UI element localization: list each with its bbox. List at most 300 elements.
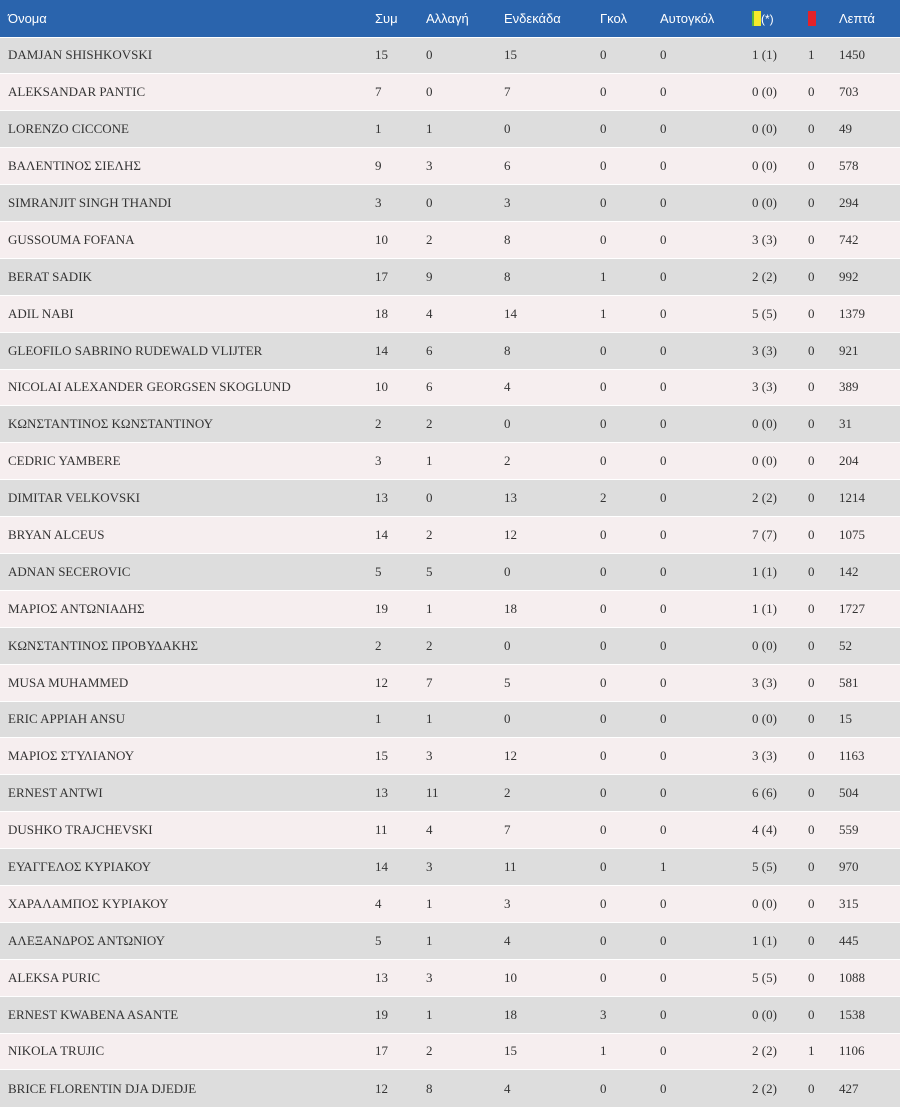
goals-cell: 0	[592, 148, 652, 185]
player-name[interactable]: DUSHKO TRAJCHEVSKI	[0, 812, 367, 849]
minutes-cell: 1538	[831, 996, 900, 1033]
goals-cell: 0	[592, 738, 652, 775]
yellow-cards-cell: 0 (0)	[744, 185, 800, 222]
appearances-cell: 3	[367, 185, 418, 222]
table-row	[0, 517, 900, 554]
minutes-cell: 970	[831, 849, 900, 886]
table-row	[0, 37, 900, 74]
player-name[interactable]: ΑΛΕΞΑΝΔΡΟΣ ΑΝΤΩΝΙΟΥ	[0, 922, 367, 959]
goals-cell: 0	[592, 443, 652, 480]
red-cards-cell: 0	[800, 885, 831, 922]
yellow-cards-cell: 0 (0)	[744, 74, 800, 111]
substitute-cell: 2	[418, 221, 496, 258]
player-name[interactable]: BRICE FLORENTIN DJA DJEDJE	[0, 1070, 367, 1107]
player-name[interactable]: ALEKSA PURIC	[0, 959, 367, 996]
yellow-cards-cell: 0 (0)	[744, 627, 800, 664]
substitute-cell: 1	[418, 590, 496, 627]
starts-cell: 2	[496, 443, 592, 480]
appearances-cell: 5	[367, 922, 418, 959]
goals-cell: 0	[592, 74, 652, 111]
starts-cell: 14	[496, 295, 592, 332]
player-name[interactable]: SIMRANJIT SINGH THANDI	[0, 185, 367, 222]
own-goals-cell: 0	[652, 517, 744, 554]
red-cards-cell: 0	[800, 332, 831, 369]
player-name[interactable]: ΚΩΝΣΤΑΝΤΙΝΟΣ ΠΡΟΒΥΔΑΚΗΣ	[0, 627, 367, 664]
minutes-cell: 427	[831, 1070, 900, 1107]
appearances-cell: 2	[367, 406, 418, 443]
starts-cell: 4	[496, 922, 592, 959]
appearances-cell: 10	[367, 221, 418, 258]
starts-cell: 15	[496, 37, 592, 74]
own-goals-cell: 0	[652, 148, 744, 185]
own-goals-cell: 0	[652, 885, 744, 922]
player-name[interactable]: ERNEST ANTWI	[0, 775, 367, 812]
appearances-cell: 10	[367, 369, 418, 406]
goals-cell: 0	[592, 332, 652, 369]
yellow-cards-cell: 2 (2)	[744, 1033, 800, 1070]
minutes-cell: 1088	[831, 959, 900, 996]
minutes-cell: 992	[831, 258, 900, 295]
yellow-cards-cell: 2 (2)	[744, 1070, 800, 1107]
goals-cell: 0	[592, 812, 652, 849]
minutes-cell: 445	[831, 922, 900, 959]
minutes-cell: 504	[831, 775, 900, 812]
substitute-cell: 6	[418, 369, 496, 406]
starts-cell: 0	[496, 111, 592, 148]
minutes-cell: 31	[831, 406, 900, 443]
player-name[interactable]: ΕΥΑΓΓΕΛΟΣ ΚΥΡΙΑΚΟΥ	[0, 849, 367, 886]
appearances-cell: 7	[367, 74, 418, 111]
table-row	[0, 258, 900, 295]
table-row	[0, 738, 900, 775]
appearances-cell: 19	[367, 590, 418, 627]
table-row	[0, 701, 900, 738]
own-goals-cell: 0	[652, 922, 744, 959]
player-name[interactable]: LORENZO CICCONE	[0, 111, 367, 148]
goals-cell: 0	[592, 775, 652, 812]
yellow-cards-cell: 1 (1)	[744, 37, 800, 74]
player-name[interactable]: ΜΑΡΙΟΣ ΑΝΤΩΝΙΑΔΗΣ	[0, 590, 367, 627]
starts-cell: 0	[496, 701, 592, 738]
appearances-cell: 12	[367, 664, 418, 701]
goals-cell: 0	[592, 221, 652, 258]
substitute-cell: 0	[418, 185, 496, 222]
starts-cell: 12	[496, 517, 592, 554]
own-goals-cell: 0	[652, 295, 744, 332]
minutes-cell: 49	[831, 111, 900, 148]
yellow-card-suffix: (*)	[761, 11, 774, 26]
red-cards-cell: 0	[800, 480, 831, 517]
yellow-cards-cell: 0 (0)	[744, 701, 800, 738]
own-goals-cell: 0	[652, 74, 744, 111]
red-cards-cell: 0	[800, 1070, 831, 1107]
own-goals-cell: 0	[652, 775, 744, 812]
yellow-cards-cell: 1 (1)	[744, 553, 800, 590]
yellow-cards-cell: 2 (2)	[744, 480, 800, 517]
appearances-cell: 14	[367, 849, 418, 886]
starts-cell: 12	[496, 738, 592, 775]
appearances-cell: 13	[367, 775, 418, 812]
table-row	[0, 885, 900, 922]
appearances-cell: 3	[367, 443, 418, 480]
own-goals-cell: 0	[652, 701, 744, 738]
red-cards-cell: 0	[800, 664, 831, 701]
starts-cell: 0	[496, 406, 592, 443]
substitute-cell: 1	[418, 885, 496, 922]
minutes-cell: 52	[831, 627, 900, 664]
starts-cell: 15	[496, 1033, 592, 1070]
player-name[interactable]: BRYAN ALCEUS	[0, 517, 367, 554]
red-cards-cell: 0	[800, 406, 831, 443]
yellow-cards-cell: 0 (0)	[744, 443, 800, 480]
appearances-cell: 9	[367, 148, 418, 185]
minutes-cell: 578	[831, 148, 900, 185]
starts-cell: 5	[496, 664, 592, 701]
substitute-cell: 1	[418, 922, 496, 959]
starts-cell: 0	[496, 627, 592, 664]
own-goals-cell: 0	[652, 627, 744, 664]
own-goals-cell: 0	[652, 37, 744, 74]
yellow-cards-cell: 1 (1)	[744, 922, 800, 959]
minutes-cell: 315	[831, 885, 900, 922]
red-cards-cell: 0	[800, 111, 831, 148]
substitute-cell: 3	[418, 148, 496, 185]
starts-cell: 7	[496, 74, 592, 111]
yellow-cards-cell: 0 (0)	[744, 885, 800, 922]
goals-cell: 0	[592, 664, 652, 701]
starts-cell: 18	[496, 996, 592, 1033]
table-row	[0, 922, 900, 959]
red-cards-cell: 0	[800, 443, 831, 480]
red-cards-cell: 0	[800, 221, 831, 258]
table-row	[0, 627, 900, 664]
own-goals-cell: 0	[652, 959, 744, 996]
yellow-cards-cell: 4 (4)	[744, 812, 800, 849]
red-cards-cell: 0	[800, 959, 831, 996]
table-row	[0, 996, 900, 1033]
appearances-cell: 19	[367, 996, 418, 1033]
player-name[interactable]: ΒΑΛΕΝΤΙΝΟΣ ΣΙΕΛΗΣ	[0, 148, 367, 185]
substitute-cell: 5	[418, 553, 496, 590]
appearances-cell: 1	[367, 111, 418, 148]
own-goals-cell: 0	[652, 738, 744, 775]
minutes-cell: 559	[831, 812, 900, 849]
substitute-cell: 1	[418, 443, 496, 480]
own-goals-cell: 0	[652, 480, 744, 517]
header-yellow-cards[interactable]	[744, 0, 800, 37]
yellow-cards-cell: 3 (3)	[744, 221, 800, 258]
yellow-cards-cell: 2 (2)	[744, 258, 800, 295]
substitute-cell: 1	[418, 701, 496, 738]
yellow-cards-cell: 6 (6)	[744, 775, 800, 812]
appearances-cell: 18	[367, 295, 418, 332]
minutes-cell: 703	[831, 74, 900, 111]
table-row	[0, 1070, 900, 1107]
own-goals-cell: 0	[652, 996, 744, 1033]
starts-cell: 4	[496, 369, 592, 406]
player-name[interactable]: BERAT SADIK	[0, 258, 367, 295]
appearances-cell: 17	[367, 258, 418, 295]
minutes-cell: 581	[831, 664, 900, 701]
table-row	[0, 590, 900, 627]
table-row	[0, 812, 900, 849]
yellow-card-icon	[752, 11, 761, 26]
appearances-cell: 12	[367, 1070, 418, 1107]
yellow-cards-cell: 3 (3)	[744, 738, 800, 775]
goals-cell: 0	[592, 517, 652, 554]
minutes-cell: 1379	[831, 295, 900, 332]
table-row	[0, 369, 900, 406]
red-cards-cell: 0	[800, 553, 831, 590]
red-cards-cell: 0	[800, 295, 831, 332]
own-goals-cell: 0	[652, 369, 744, 406]
red-cards-cell: 0	[800, 849, 831, 886]
header-own-goals[interactable]: Αυτογκόλ	[652, 0, 744, 37]
goals-cell: 0	[592, 1070, 652, 1107]
header-red-cards[interactable]	[800, 0, 831, 37]
substitute-cell: 2	[418, 406, 496, 443]
yellow-cards-cell: 0 (0)	[744, 111, 800, 148]
table-row	[0, 74, 900, 111]
substitute-cell: 3	[418, 849, 496, 886]
starts-cell: 18	[496, 590, 592, 627]
player-name[interactable]: DAMJAN SHISHKOVSKI	[0, 37, 367, 74]
starts-cell: 11	[496, 849, 592, 886]
appearances-cell: 13	[367, 480, 418, 517]
substitute-cell: 11	[418, 775, 496, 812]
red-cards-cell: 0	[800, 627, 831, 664]
goals-cell: 0	[592, 849, 652, 886]
header-starts[interactable]: Ενδεκάδα	[496, 0, 592, 37]
header-name[interactable]: Όνομα	[0, 0, 367, 37]
player-name[interactable]: ΧΑΡΑΛΑΜΠΟΣ ΚΥΡΙΑΚΟΥ	[0, 885, 367, 922]
appearances-cell: 1	[367, 701, 418, 738]
appearances-cell: 4	[367, 885, 418, 922]
goals-cell: 0	[592, 885, 652, 922]
player-name[interactable]: ΚΩΝΣΤΑΝΤΙΝΟΣ ΚΩΝΣΤΑΝΤΙΝΟΥ	[0, 406, 367, 443]
red-cards-cell: 0	[800, 148, 831, 185]
table-row	[0, 185, 900, 222]
starts-cell: 2	[496, 775, 592, 812]
substitute-cell: 7	[418, 664, 496, 701]
player-name[interactable]: NIKOLA TRUJIC	[0, 1033, 367, 1070]
substitute-cell: 4	[418, 812, 496, 849]
starts-cell: 7	[496, 812, 592, 849]
substitute-cell: 2	[418, 517, 496, 554]
header-goals[interactable]: Γκολ	[592, 0, 652, 37]
yellow-cards-cell: 0 (0)	[744, 996, 800, 1033]
starts-cell: 8	[496, 258, 592, 295]
goals-cell: 1	[592, 258, 652, 295]
own-goals-cell: 0	[652, 111, 744, 148]
player-name[interactable]: DIMITAR VELKOVSKI	[0, 480, 367, 517]
goals-cell: 0	[592, 369, 652, 406]
red-cards-cell: 0	[800, 185, 831, 222]
goals-cell: 0	[592, 37, 652, 74]
starts-cell: 3	[496, 885, 592, 922]
appearances-cell: 15	[367, 37, 418, 74]
red-cards-cell: 0	[800, 738, 831, 775]
table-row	[0, 111, 900, 148]
starts-cell: 8	[496, 221, 592, 258]
table-row	[0, 1033, 900, 1070]
appearances-cell: 5	[367, 553, 418, 590]
red-cards-cell: 1	[800, 37, 831, 74]
yellow-cards-cell: 0 (0)	[744, 148, 800, 185]
minutes-cell: 389	[831, 369, 900, 406]
red-cards-cell: 0	[800, 517, 831, 554]
red-cards-cell: 0	[800, 996, 831, 1033]
minutes-cell: 921	[831, 332, 900, 369]
table-row	[0, 406, 900, 443]
player-name[interactable]: ERNEST KWABENA ASANTE	[0, 996, 367, 1033]
substitute-cell: 8	[418, 1070, 496, 1107]
yellow-cards-cell: 3 (3)	[744, 369, 800, 406]
minutes-cell: 15	[831, 701, 900, 738]
own-goals-cell: 0	[652, 221, 744, 258]
goals-cell: 1	[592, 295, 652, 332]
minutes-cell: 1075	[831, 517, 900, 554]
yellow-cards-cell: 0 (0)	[744, 406, 800, 443]
red-cards-cell: 0	[800, 701, 831, 738]
yellow-cards-cell: 5 (5)	[744, 959, 800, 996]
substitute-cell: 0	[418, 37, 496, 74]
player-name[interactable]: NICOLAI ALEXANDER GEORGSEN SKOGLUND	[0, 369, 367, 406]
starts-cell: 0	[496, 553, 592, 590]
own-goals-cell: 0	[652, 258, 744, 295]
starts-cell: 3	[496, 185, 592, 222]
own-goals-cell: 0	[652, 185, 744, 222]
appearances-cell: 14	[367, 517, 418, 554]
substitute-cell: 9	[418, 258, 496, 295]
player-name[interactable]: GUSSOUMA FOFANA	[0, 221, 367, 258]
player-name[interactable]: ΜΑΡΙΟΣ ΣΤΥΛΙΑΝΟΥ	[0, 738, 367, 775]
own-goals-cell: 0	[652, 1033, 744, 1070]
substitute-cell: 3	[418, 738, 496, 775]
table-row	[0, 553, 900, 590]
yellow-cards-cell: 3 (3)	[744, 664, 800, 701]
goals-cell: 3	[592, 996, 652, 1033]
red-cards-cell: 0	[800, 775, 831, 812]
minutes-cell: 1450	[831, 37, 900, 74]
own-goals-cell: 0	[652, 590, 744, 627]
goals-cell: 0	[592, 959, 652, 996]
goals-cell: 0	[592, 406, 652, 443]
player-name[interactable]: ADNAN SECEROVIC	[0, 553, 367, 590]
header-appearances[interactable]: Συμ	[367, 0, 418, 37]
table-row	[0, 480, 900, 517]
minutes-cell: 1727	[831, 590, 900, 627]
goals-cell: 0	[592, 701, 652, 738]
own-goals-cell: 1	[652, 849, 744, 886]
goals-cell: 0	[592, 185, 652, 222]
goals-cell: 0	[592, 553, 652, 590]
player-name[interactable]: GLEOFILO SABRINO RUDEWALD VLIJTER	[0, 332, 367, 369]
red-cards-cell: 1	[800, 1033, 831, 1070]
red-cards-cell: 0	[800, 590, 831, 627]
own-goals-cell: 0	[652, 443, 744, 480]
red-cards-cell: 0	[800, 258, 831, 295]
goals-cell: 1	[592, 1033, 652, 1070]
minutes-cell: 1214	[831, 480, 900, 517]
red-card-icon	[808, 11, 816, 26]
header-minutes[interactable]: Λεπτά	[831, 0, 900, 37]
table-row	[0, 332, 900, 369]
table-row	[0, 295, 900, 332]
yellow-cards-cell: 5 (5)	[744, 295, 800, 332]
yellow-cards-cell: 3 (3)	[744, 332, 800, 369]
appearances-cell: 15	[367, 738, 418, 775]
yellow-cards-cell: 5 (5)	[744, 849, 800, 886]
red-cards-cell: 0	[800, 369, 831, 406]
minutes-cell: 142	[831, 553, 900, 590]
header-substitute[interactable]: Αλλαγή	[418, 0, 496, 37]
own-goals-cell: 0	[652, 664, 744, 701]
table-row	[0, 775, 900, 812]
own-goals-cell: 0	[652, 812, 744, 849]
minutes-cell: 1163	[831, 738, 900, 775]
goals-cell: 2	[592, 480, 652, 517]
minutes-cell: 294	[831, 185, 900, 222]
player-name[interactable]: ERIC APPIAH ANSU	[0, 701, 367, 738]
appearances-cell: 17	[367, 1033, 418, 1070]
own-goals-cell: 0	[652, 332, 744, 369]
appearances-cell: 14	[367, 332, 418, 369]
substitute-cell: 0	[418, 480, 496, 517]
substitute-cell: 1	[418, 996, 496, 1033]
goals-cell: 0	[592, 111, 652, 148]
table-row	[0, 221, 900, 258]
minutes-cell: 204	[831, 443, 900, 480]
substitute-cell: 1	[418, 111, 496, 148]
table-row	[0, 959, 900, 996]
goals-cell: 0	[592, 627, 652, 664]
substitute-cell: 2	[418, 627, 496, 664]
substitute-cell: 6	[418, 332, 496, 369]
appearances-cell: 2	[367, 627, 418, 664]
yellow-cards-cell: 7 (7)	[744, 517, 800, 554]
starts-cell: 8	[496, 332, 592, 369]
player-name[interactable]: MUSA MUHAMMED	[0, 664, 367, 701]
substitute-cell: 4	[418, 295, 496, 332]
goals-cell: 0	[592, 922, 652, 959]
appearances-cell: 13	[367, 959, 418, 996]
starts-cell: 13	[496, 480, 592, 517]
yellow-cards-cell: 1 (1)	[744, 590, 800, 627]
player-name[interactable]: ALEKSANDAR PANTIC	[0, 74, 367, 111]
starts-cell: 10	[496, 959, 592, 996]
player-name[interactable]: ADIL NABI	[0, 295, 367, 332]
substitute-cell: 0	[418, 74, 496, 111]
table-row	[0, 664, 900, 701]
substitute-cell: 3	[418, 959, 496, 996]
minutes-cell: 742	[831, 221, 900, 258]
table-row	[0, 148, 900, 185]
goals-cell: 0	[592, 590, 652, 627]
starts-cell: 4	[496, 1070, 592, 1107]
minutes-cell: 1106	[831, 1033, 900, 1070]
substitute-cell: 2	[418, 1033, 496, 1070]
appearances-cell: 11	[367, 812, 418, 849]
player-name[interactable]: CEDRIC YAMBERE	[0, 443, 367, 480]
red-cards-cell: 0	[800, 812, 831, 849]
table-header-row	[0, 0, 900, 37]
own-goals-cell: 0	[652, 406, 744, 443]
own-goals-cell: 0	[652, 553, 744, 590]
table-row	[0, 849, 900, 886]
starts-cell: 6	[496, 148, 592, 185]
red-cards-cell: 0	[800, 922, 831, 959]
